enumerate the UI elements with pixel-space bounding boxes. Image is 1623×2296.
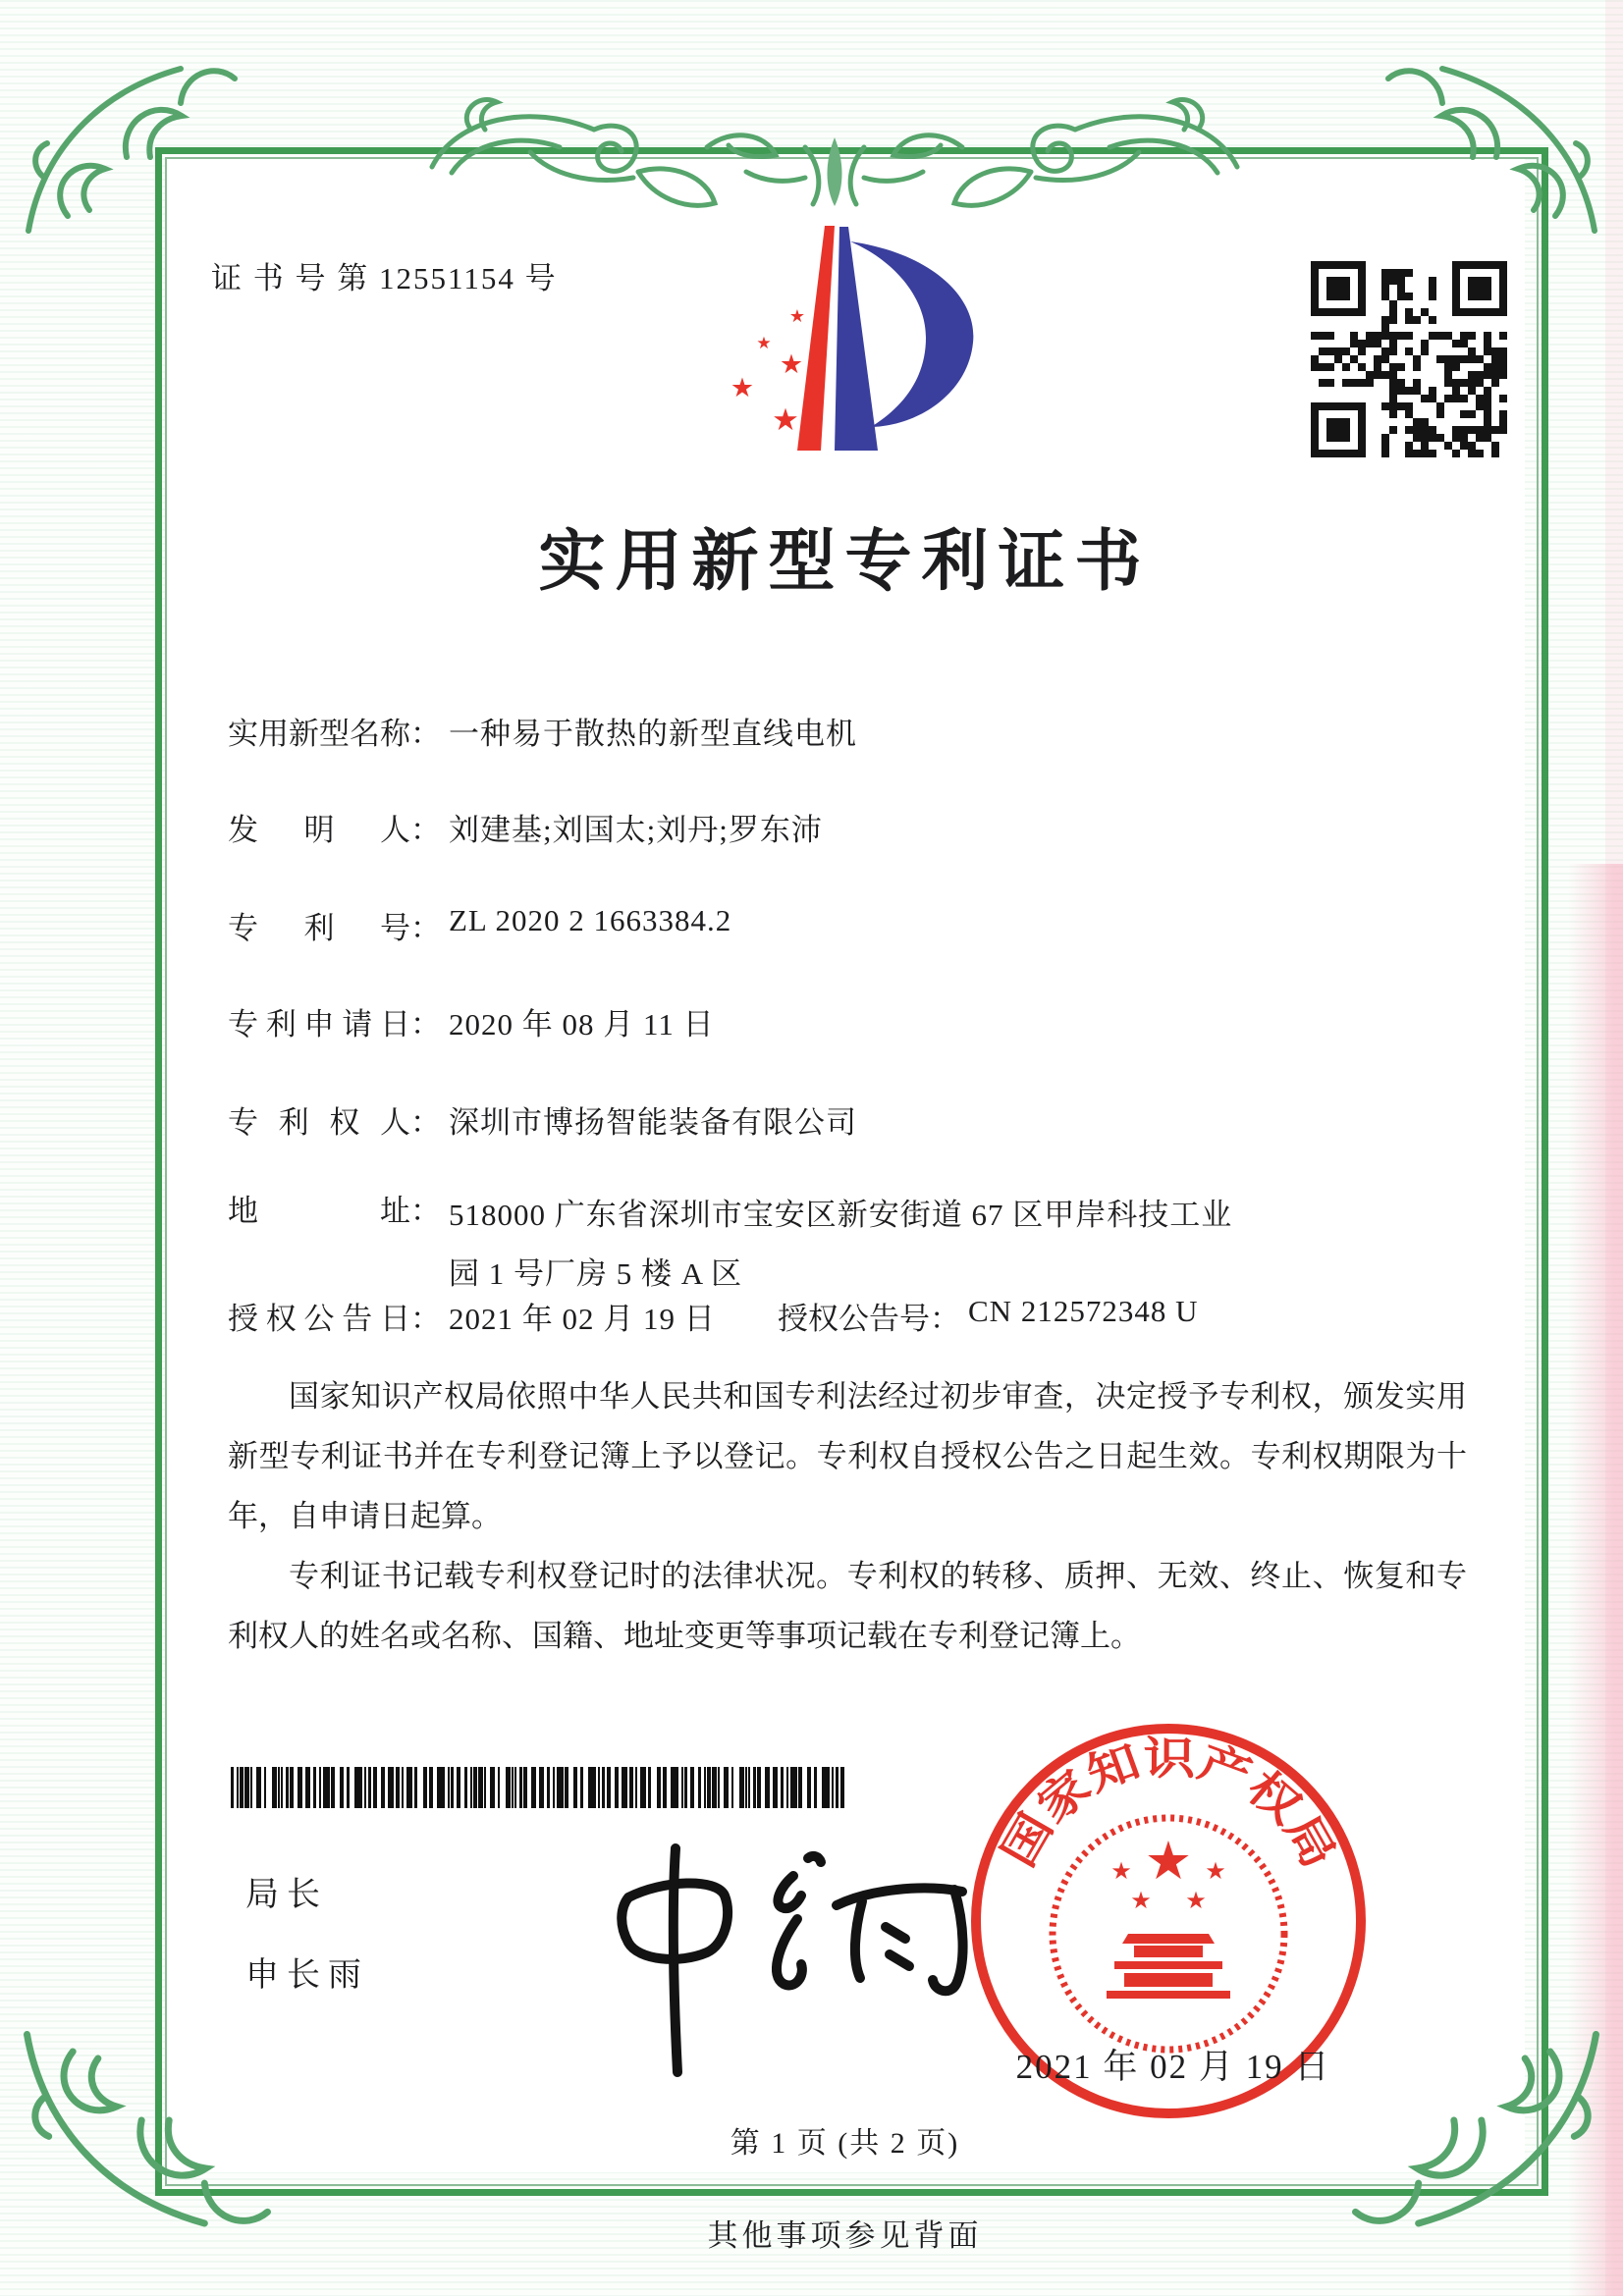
tiananmen-emblem-icon: [1107, 1934, 1230, 1999]
svg-text:国家知识产权局: 国家知识产权局: [993, 1734, 1342, 1875]
colon: ：: [410, 1194, 441, 1228]
field-value: 2020 年 08 月 11 日: [449, 1007, 715, 1041]
svg-text:★: ★: [730, 373, 755, 403]
field-value: ZL 2020 2 1663384.2: [449, 903, 732, 937]
address-line-2: 园 1 号厂房 5 楼 A 区: [449, 1256, 743, 1291]
field-value: 深圳市博扬智能装备有限公司: [449, 1105, 857, 1140]
field-label: 地址: [228, 1194, 410, 1228]
field-value: [449, 1186, 1232, 1304]
page-number: 第 1 页 (共 2 页): [730, 2127, 960, 2160]
svg-text:★: ★: [788, 306, 806, 327]
footer-note: 其他事项参见背面: [707, 2218, 983, 2253]
colon: ：: [410, 813, 441, 847]
field-label: 专利申请日: [228, 1007, 410, 1041]
corner-flourish-icon: [1374, 10, 1609, 245]
svg-text:★: ★: [1205, 1857, 1226, 1885]
legal-text: [228, 1366, 1467, 1666]
certificate-number: 证 书 号 第 12551154 号: [211, 261, 558, 295]
field-row-name: [228, 709, 857, 753]
svg-text:★: ★: [1185, 1887, 1207, 1914]
commissioner-name: 申长雨: [245, 1957, 369, 1994]
colon: ：: [930, 1302, 960, 1336]
signature-icon: [569, 1824, 982, 2089]
corner-flourish-icon: [14, 10, 249, 245]
dragon-ornament-icon: [412, 79, 1257, 216]
field-label: 专利权人: [228, 1105, 410, 1140]
field-value: 一种易于散热的新型直线电机: [449, 717, 857, 751]
field-row-patent-no: [228, 903, 731, 947]
barcode: [231, 1767, 847, 1808]
field-row-grant: [228, 1294, 1467, 1338]
cnipa-logo-icon: [638, 224, 1011, 452]
address-line-1: 518000 广东省深圳市宝安区新安街道 67 区甲岸科技工业: [449, 1198, 1233, 1232]
field-label: 授权公告号: [778, 1302, 930, 1336]
field-row-inventor: [228, 805, 823, 849]
svg-text:★: ★: [756, 334, 772, 353]
svg-text:★: ★: [1110, 1857, 1132, 1885]
legal-paragraph-1: 国家知识产权局依照中华人民共和国专利法经过初步审查，决定授予专利权，颁发实用新型专利证书并在专利登记簿上予以登记。专利权自授权公告之日起生效。专利权期限为十年，自申请日起算。: [228, 1379, 1467, 1533]
field-row-patentee: [228, 1097, 857, 1142]
field-row-filing-date: [228, 999, 715, 1043]
field-row-address: [228, 1186, 1232, 1304]
seal-date: 2021 年 02 月 19 日: [1015, 2048, 1331, 2086]
commissioner-title: 局长: [245, 1877, 328, 1913]
colon: ：: [410, 1007, 441, 1041]
field-value: CN 212572348 U: [968, 1294, 1199, 1328]
scan-artifact-edge: [1605, 0, 1623, 2296]
certificate-title: 实用新型专利证书: [538, 524, 1152, 599]
svg-text:★: ★: [779, 349, 804, 380]
legal-paragraph-2: 专利证书记载专利权登记时的法律状况。专利权的转移、质押、无效、终止、恢复和专利权人的姓名或名称、国籍、地址变更等事项记载在专利登记簿上。: [228, 1559, 1467, 1653]
svg-text:★: ★: [772, 402, 799, 438]
svg-text:★: ★: [1130, 1887, 1152, 1914]
colon: ：: [410, 1105, 441, 1140]
svg-text:★: ★: [1144, 1830, 1193, 1892]
colon: ：: [410, 717, 441, 751]
field-value: 刘建基;刘国太;刘丹;罗东沛: [449, 813, 823, 847]
colon: ：: [410, 911, 441, 945]
field-label: 授权公告日: [228, 1302, 410, 1336]
field-value: 2021 年 02 月 19 日: [449, 1302, 716, 1336]
grant-no-pair: [778, 1294, 1198, 1338]
field-label: 专利号: [228, 911, 410, 945]
field-label: 发明人: [228, 813, 410, 847]
field-label: 实用新型名称: [228, 717, 410, 751]
colon: ：: [410, 1302, 441, 1336]
qr-code: [1311, 261, 1507, 457]
